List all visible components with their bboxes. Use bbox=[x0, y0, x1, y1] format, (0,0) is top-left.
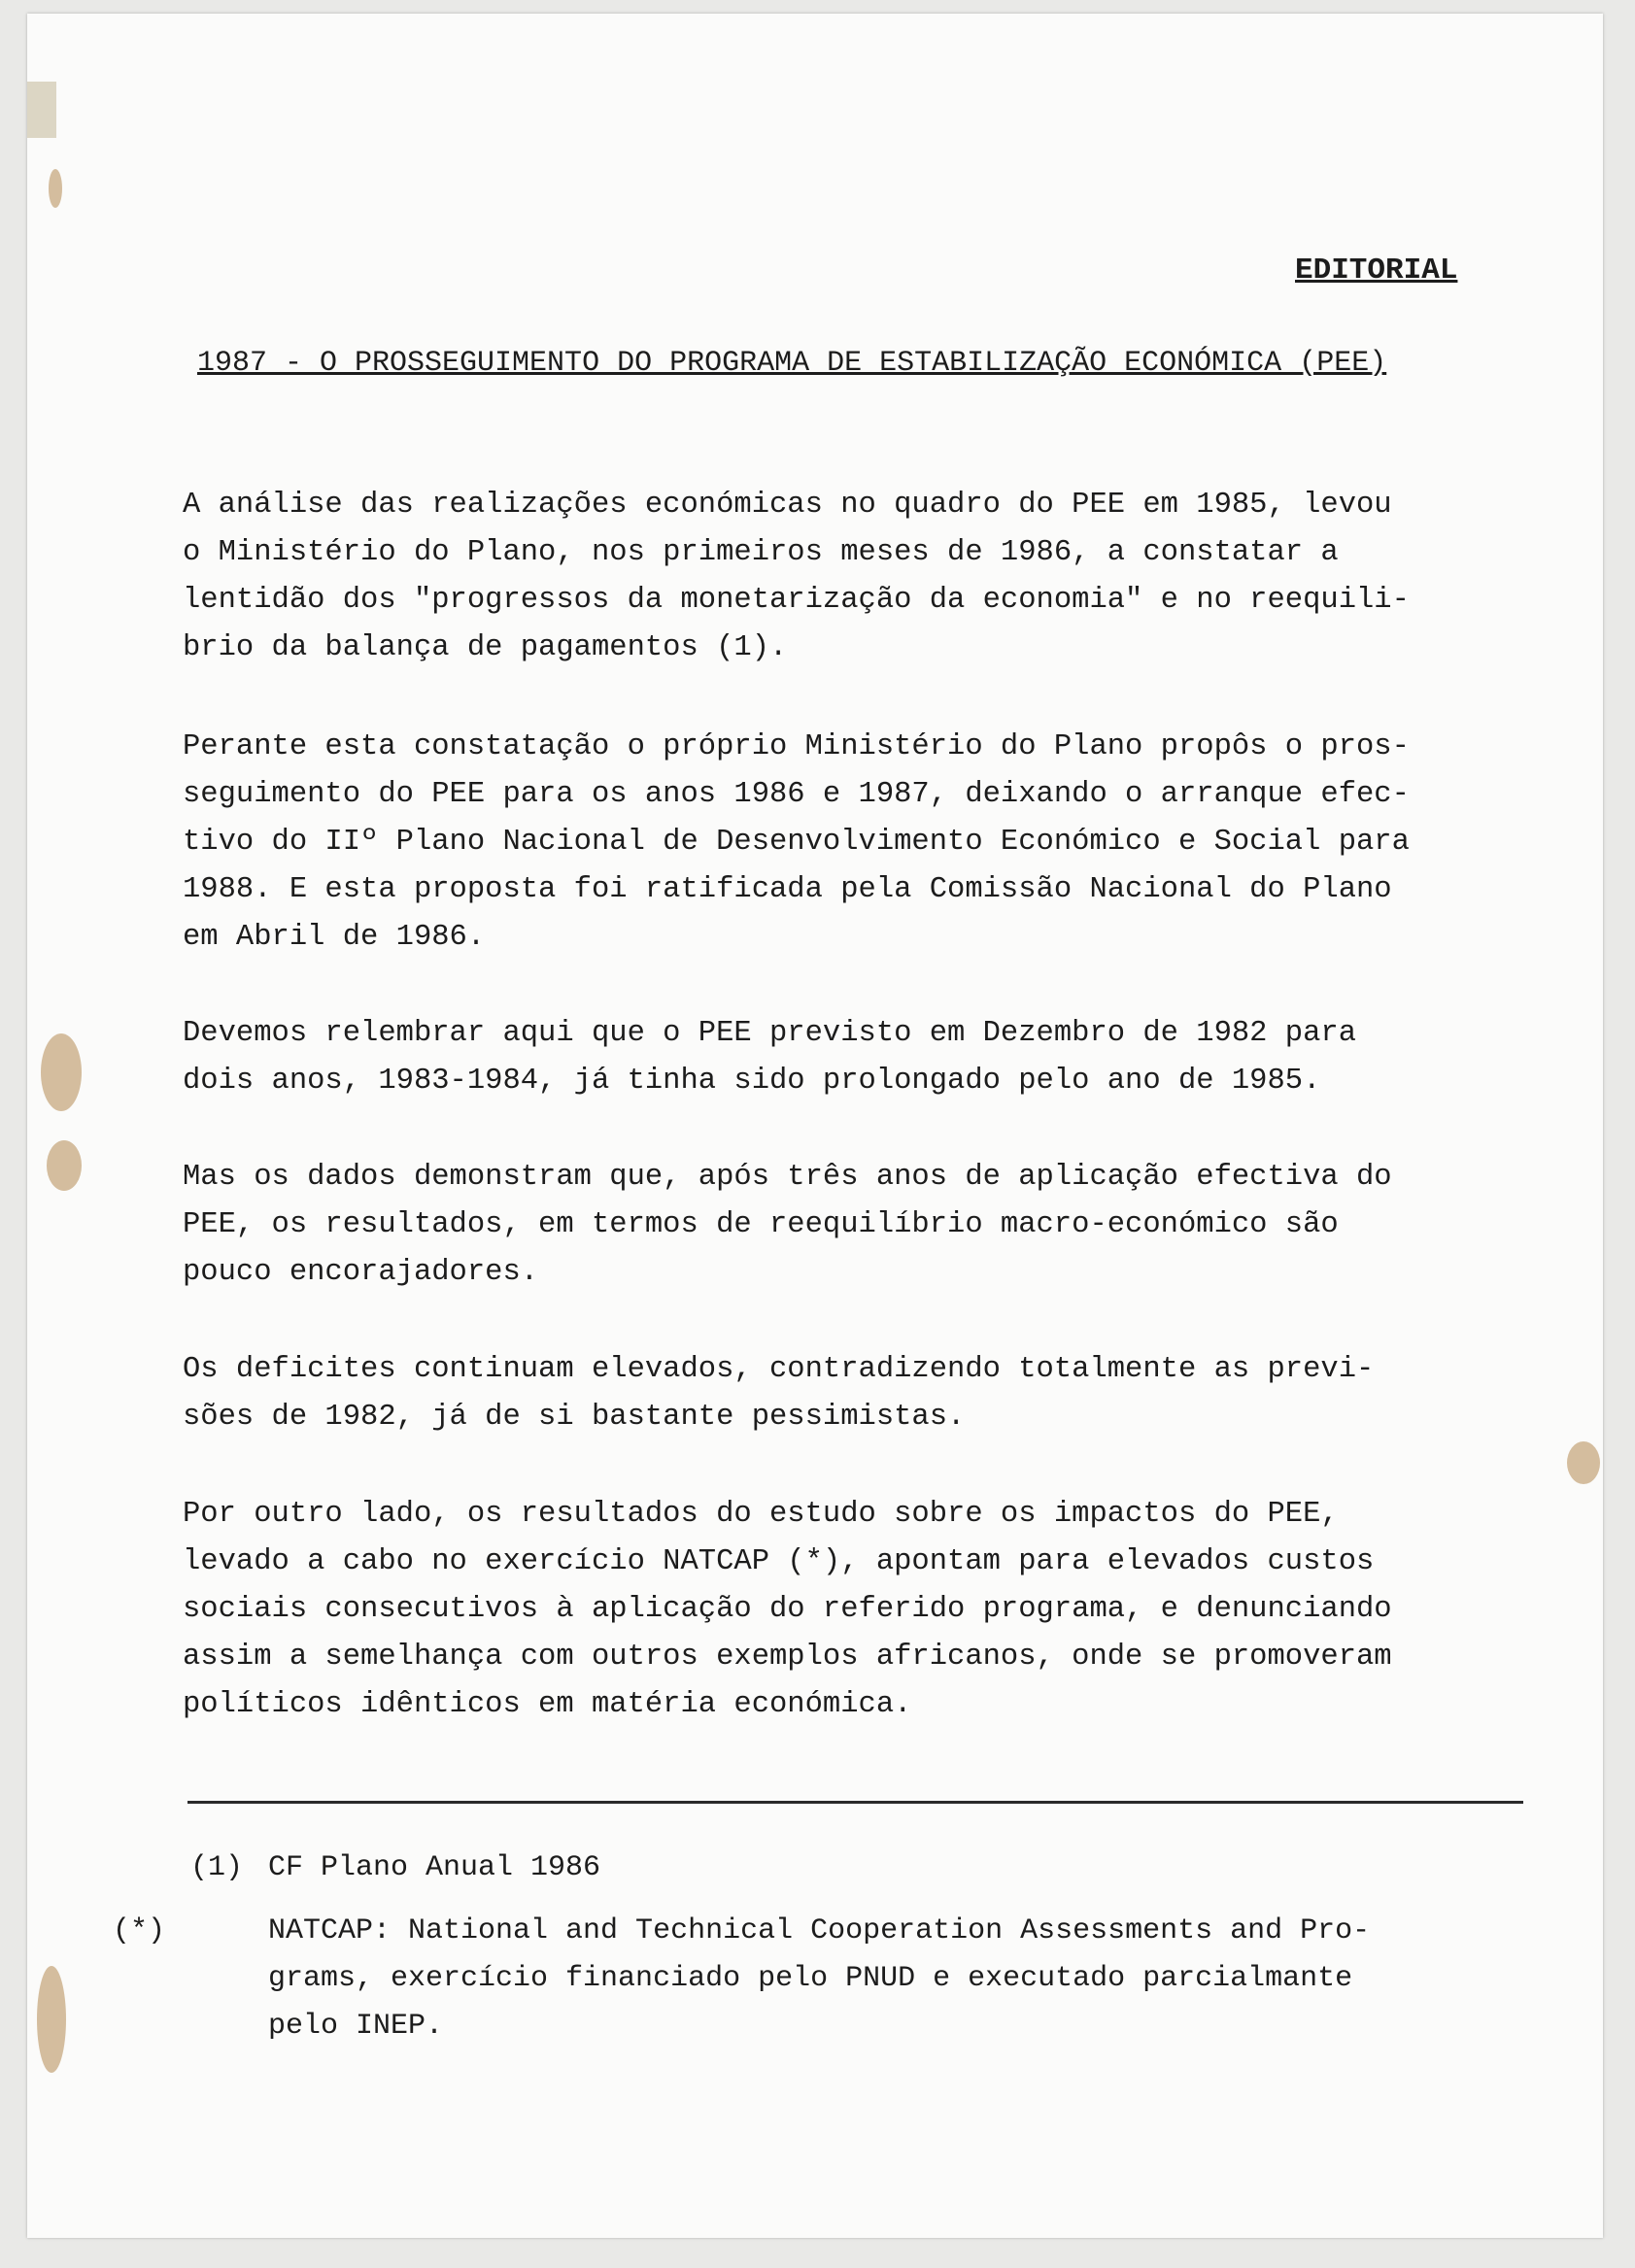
paragraph-3: Devemos relembrar aqui que o PEE previsto em Dezembro de 1982 para dois anos, 1983-1984, já tinha sido prolongado pelo ano de 1985. bbox=[183, 1017, 1356, 1098]
paragraph-6: Por outro lado, os resultados do estudo sobre os impactos do PEE, levado a cabo no exercício NATCAP (*), apontam para elevados custos sociais consecutivos à aplicação do referido programa, e denunciando assim a semelhança com outros exemplos africanos, onde se promoveram políticos idênticos em matéria económica. bbox=[183, 1498, 1392, 1721]
page-title: 1987 - O PROSSEGUIMENTO DO PROGRAMA DE ESTABILIZAÇÃO ECONÓMICA (PEE) bbox=[197, 347, 1387, 380]
page-content bbox=[27, 14, 1603, 2238]
footnote-2 bbox=[113, 1908, 1603, 2050]
footnote-text: NATCAP: National and Technical Cooperation Assessments and Pro- grams, exercício financiado pelo PNUD e executado parcialmante pelo INEP. bbox=[268, 1914, 1371, 2043]
footnote-1 bbox=[190, 1845, 1550, 1892]
footnote-mark: (*) bbox=[113, 1914, 166, 1947]
paragraph-5: Os deficites continuam elevados, contradizendo totalmente as previ- sões de 1982, já de si bastante pessimistas. bbox=[183, 1353, 1375, 1434]
footnote-divider bbox=[187, 1801, 1523, 1804]
paragraph-2: Perante esta constatação o próprio Ministério do Plano propôs o pros- seguimento do PEE para os anos 1986 e 1987, deixando o arranque efec- tivo do IIº Plano Nacional de Desenvolvimento Económico e Social para 1988. E esta proposta foi ratificada pela Comissão Nacional do Plano em Abril de 1986. bbox=[183, 730, 1410, 954]
paragraph-4: Mas os dados demonstram que, após três anos de aplicação efectiva do PEE, os resultados, em termos de reequilíbrio macro-económico são pouco encorajadores. bbox=[183, 1161, 1392, 1289]
footnote-mark: (1) bbox=[190, 1851, 244, 1884]
footnote-text: CF Plano Anual 1986 bbox=[268, 1851, 601, 1884]
section-label: EDITORIAL bbox=[1295, 254, 1458, 288]
document-page bbox=[27, 14, 1603, 2238]
paragraph-1: A análise das realizações económicas no quadro do PEE em 1985, levou o Ministério do Plano, nos primeiros meses de 1986, a constatar a lentidão dos "progressos da monetarização da economia" e no reequili- brio da balança de pagamentos (1). bbox=[183, 489, 1410, 664]
